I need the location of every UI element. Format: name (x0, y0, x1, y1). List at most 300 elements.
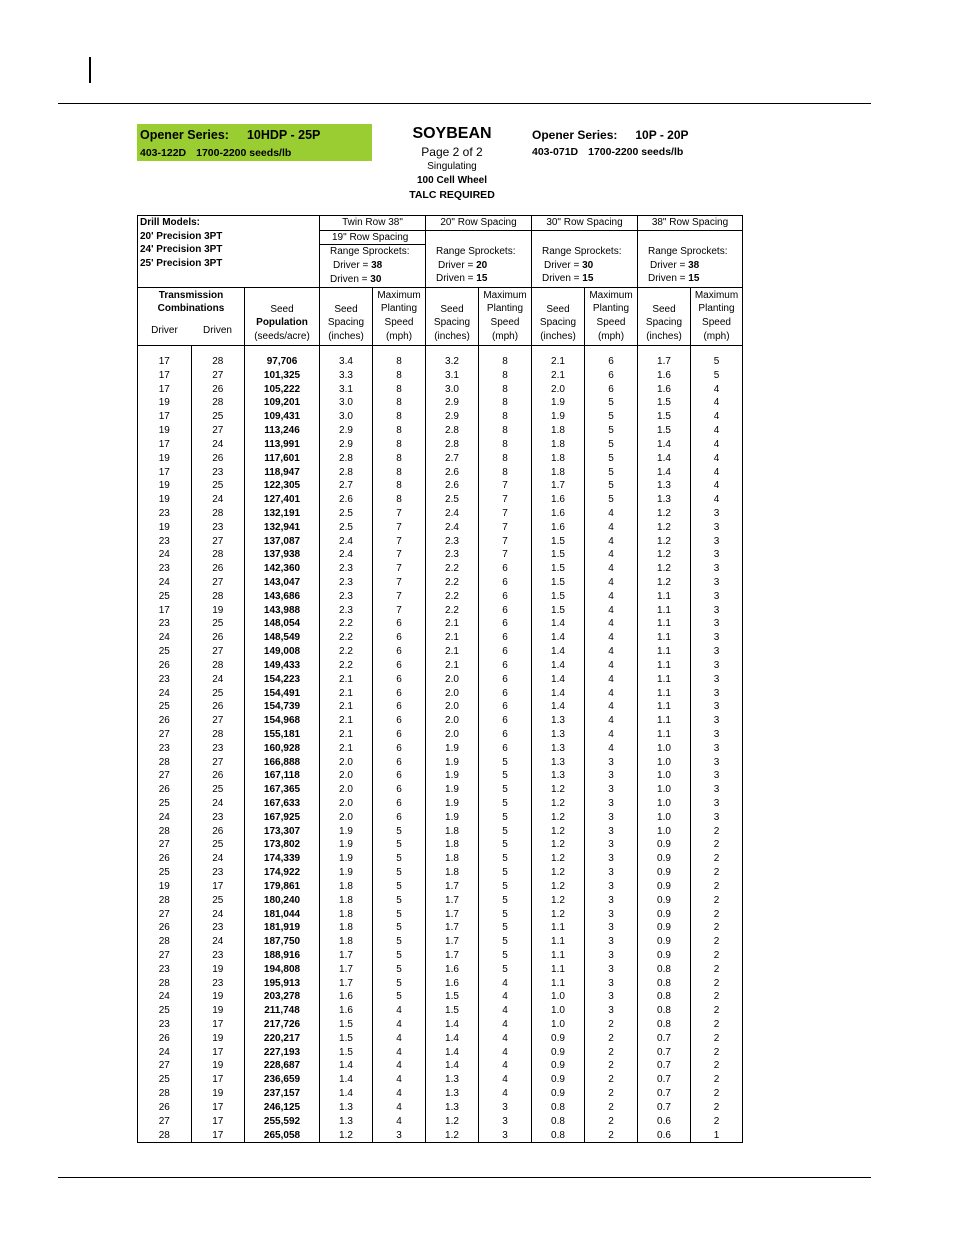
table-cell: 1.5 (638, 396, 691, 410)
table-cell: 4 (373, 1018, 426, 1032)
table-cell: 5 (373, 935, 426, 949)
right-opener-box (532, 128, 689, 158)
header-line: Planting (486, 303, 524, 315)
table-cell: 3 (691, 673, 743, 687)
table-cell: 2.8 (320, 466, 373, 480)
table-cell: 1.2 (320, 1129, 373, 1143)
table-cell: 8 (479, 383, 532, 397)
table-cell: 1.9 (426, 756, 479, 770)
left-opener-label: Opener Series: (140, 128, 229, 142)
table-cell: 1.5 (532, 576, 585, 590)
table-cell: 23 (138, 963, 192, 977)
table-cell: 1.4 (532, 700, 585, 714)
table-cell: 17 (191, 1073, 245, 1087)
table-cell: 24 (138, 1046, 192, 1060)
table-row (138, 700, 743, 714)
seed-population-cell: 109,431 (245, 410, 320, 424)
table-row (138, 424, 743, 438)
sprocket-label: Range Sprockets: (542, 245, 622, 257)
table-cell: 5 (479, 852, 532, 866)
table-cell: 2.8 (426, 424, 479, 438)
table-cell: 4 (585, 617, 638, 631)
sprockets-30 (532, 245, 638, 287)
table-cell: 2.7 (320, 479, 373, 493)
table-cell: 3 (691, 617, 743, 631)
table-cell: 19 (191, 1059, 245, 1073)
table-cell: 2.9 (426, 396, 479, 410)
crop-title: SOYBEAN (412, 125, 492, 142)
table-cell: 4 (479, 1073, 532, 1087)
table-cell: 19 (191, 1004, 245, 1018)
table-cell: 5 (373, 838, 426, 852)
table-cell: 1.3 (320, 1101, 373, 1115)
table-cell: 1.0 (638, 769, 691, 783)
table-cell: 1.3 (532, 756, 585, 770)
table-cell: 1.2 (532, 880, 585, 894)
seed-population-cell: 228,687 (245, 1059, 320, 1073)
driven-column-header: Driven (203, 324, 232, 336)
table-cell: 0.6 (638, 1115, 691, 1129)
table-cell: 3.1 (426, 369, 479, 383)
table-cell: 6 (373, 673, 426, 687)
drill-model: 25' Precision 3PT (140, 258, 223, 270)
table-cell: 27 (191, 645, 245, 659)
table-cell: 27 (138, 908, 192, 922)
header-line: Planting (698, 303, 735, 315)
table-cell: 4 (585, 521, 638, 535)
table-cell: 4 (479, 1046, 532, 1060)
seed-population-cell: 265,058 (245, 1129, 320, 1143)
table-cell: 27 (191, 424, 245, 438)
table-cell: 27 (138, 769, 192, 783)
header-line: Planting (380, 303, 418, 315)
table-cell: 1.4 (426, 1059, 479, 1073)
transmission-label: Transmission (158, 289, 224, 301)
table-cell: 26 (191, 383, 245, 397)
table-cell: 8 (479, 355, 532, 369)
table-cell: 17 (138, 383, 192, 397)
table-cell: 6 (585, 355, 638, 369)
table-cell: 0.8 (532, 1101, 585, 1115)
table-cell: 3 (691, 507, 743, 521)
table-cell: 2.4 (320, 548, 373, 562)
seed-population-cell: 167,118 (245, 769, 320, 783)
table-cell: 0.7 (638, 1073, 691, 1087)
table-cell: 28 (191, 507, 245, 521)
table-cell: 4 (585, 687, 638, 701)
table-row (138, 645, 743, 659)
table-row (138, 728, 743, 742)
table-cell: 4 (479, 977, 532, 991)
table-cell: 7 (373, 535, 426, 549)
table-cell: 4 (585, 728, 638, 742)
table-cell: 23 (191, 949, 245, 963)
table-cell: 2.1 (320, 700, 373, 714)
table-cell: 2 (691, 894, 743, 908)
table-cell: 1.8 (426, 866, 479, 880)
table-cell: 0.9 (638, 866, 691, 880)
table-cell: 3 (691, 604, 743, 618)
table-cell: 1.2 (532, 797, 585, 811)
table-cell: 5 (373, 977, 426, 991)
table-cell: 0.7 (638, 1032, 691, 1046)
table-cell: 2 (691, 1059, 743, 1073)
table-cell: 2.1 (532, 369, 585, 383)
table-cell: 4 (691, 396, 743, 410)
table-cell: 5 (373, 949, 426, 963)
table-cell: 2 (691, 880, 743, 894)
table-cell: 27 (138, 838, 192, 852)
table-cell: 6 (479, 631, 532, 645)
seed-population-cell: 187,750 (245, 935, 320, 949)
table-row (138, 963, 743, 977)
seed-population-cell: 181,919 (245, 921, 320, 935)
table-cell: 3 (691, 728, 743, 742)
table-cell: 5 (479, 866, 532, 880)
table-cell: 6 (479, 576, 532, 590)
table-cell: 1.5 (426, 1004, 479, 1018)
table-cell: 1.4 (426, 1018, 479, 1032)
table-cell: 2.9 (426, 410, 479, 424)
table-cell: 3 (691, 797, 743, 811)
table-cell: 1.5 (532, 590, 585, 604)
table-cell: 23 (138, 1018, 192, 1032)
table-cell: 1.2 (532, 783, 585, 797)
seed-population-cell: 211,748 (245, 1004, 320, 1018)
table-cell: 24 (191, 797, 245, 811)
header-line: (seeds/acre) (254, 330, 310, 342)
table-cell: 0.7 (638, 1046, 691, 1060)
table-cell: 2.1 (426, 659, 479, 673)
table-cell: 3 (585, 908, 638, 922)
table-cell: 2.9 (320, 424, 373, 438)
table-cell: 1.0 (638, 756, 691, 770)
driver-value: 38 (688, 259, 700, 271)
table-row (138, 1087, 743, 1101)
table-cell: 28 (191, 728, 245, 742)
table-cell: 4 (585, 714, 638, 728)
seed-population-cell: 127,401 (245, 493, 320, 507)
seed-population-cell: 109,201 (245, 396, 320, 410)
table-cell: 6 (373, 769, 426, 783)
driver-label: Driver = (650, 259, 686, 271)
seed-population-cell: 154,491 (245, 687, 320, 701)
table-row (138, 1073, 743, 1087)
table-cell: 1.7 (426, 935, 479, 949)
header-line: Speed (490, 316, 520, 328)
table-cell: 1 (691, 1129, 743, 1143)
table-row (138, 452, 743, 466)
table-cell: 26 (138, 921, 192, 935)
table-cell: 24 (191, 673, 245, 687)
table-cell: 5 (585, 424, 638, 438)
seed-population-cell: 143,047 (245, 576, 320, 590)
table-cell: 2.0 (532, 383, 585, 397)
seed-spacing-header (320, 287, 373, 345)
table-cell: 4 (373, 1073, 426, 1087)
table-cell: 0.9 (638, 949, 691, 963)
table-cell: 1.4 (532, 645, 585, 659)
table-cell: 26 (138, 783, 192, 797)
drill-models-cell (138, 216, 320, 288)
table-cell: 1.1 (638, 714, 691, 728)
spacing-name-20: 20" Row Spacing (426, 216, 532, 231)
table-row (138, 396, 743, 410)
driven-value: 15 (582, 273, 594, 285)
table-cell: 2.3 (320, 576, 373, 590)
table-cell: 2.3 (426, 548, 479, 562)
table-cell: 23 (191, 866, 245, 880)
table-cell: 3 (691, 590, 743, 604)
seed-population-cell: 167,925 (245, 811, 320, 825)
table-cell: 3 (691, 521, 743, 535)
driver-label: Driver = (333, 260, 369, 272)
seed-population-cell: 255,592 (245, 1115, 320, 1129)
table-cell: 3.0 (320, 410, 373, 424)
table-cell: 1.7 (426, 949, 479, 963)
table-cell: 1.2 (532, 838, 585, 852)
table-cell: 17 (191, 1101, 245, 1115)
table-cell: 3 (585, 894, 638, 908)
table-cell: 1.3 (426, 1073, 479, 1087)
table-cell: 1.0 (638, 825, 691, 839)
table-row (138, 769, 743, 783)
seed-population-cell: 122,305 (245, 479, 320, 493)
table-cell: 1.6 (532, 493, 585, 507)
table-cell: 2.3 (426, 535, 479, 549)
table-cell: 1.8 (532, 424, 585, 438)
table-cell: 19 (138, 479, 192, 493)
table-cell: 23 (138, 673, 192, 687)
table-cell: 3 (691, 700, 743, 714)
table-cell: 0.9 (638, 880, 691, 894)
spacing-name-30: 30" Row Spacing (532, 216, 638, 231)
table-cell: 1.3 (532, 742, 585, 756)
header-line: (mph) (491, 330, 519, 342)
header-line: Seed (652, 303, 676, 315)
table-cell: 3 (585, 1004, 638, 1018)
table-cell: 6 (373, 742, 426, 756)
table-cell: 3 (691, 576, 743, 590)
table-cell: 1.5 (426, 990, 479, 1004)
table-cell: 1.0 (532, 1018, 585, 1032)
table-cell: 1.9 (426, 769, 479, 783)
spacing-name-twin: Twin Row 38" (320, 216, 426, 231)
table-cell: 4 (585, 590, 638, 604)
table-cell: 1.8 (320, 894, 373, 908)
table-cell: 1.2 (638, 576, 691, 590)
table-cell: 24 (191, 493, 245, 507)
header-line: (inches) (646, 330, 682, 342)
table-cell: 8 (373, 452, 426, 466)
table-cell: 2 (585, 1101, 638, 1115)
table-cell: 27 (191, 369, 245, 383)
table-cell: 1.9 (320, 866, 373, 880)
spacer-row (138, 345, 743, 355)
table-cell: 2.1 (320, 742, 373, 756)
table-cell: 8 (479, 396, 532, 410)
table-cell: 4 (691, 493, 743, 507)
table-cell: 19 (191, 1087, 245, 1101)
table-row (138, 977, 743, 991)
table-cell: 2.1 (426, 617, 479, 631)
table-cell: 5 (479, 949, 532, 963)
table-cell: 2 (585, 1059, 638, 1073)
table-cell: 1.3 (532, 728, 585, 742)
table-cell: 25 (138, 797, 192, 811)
table-cell: 1.9 (320, 838, 373, 852)
table-cell: 17 (191, 1046, 245, 1060)
table-cell: 8 (373, 438, 426, 452)
table-row (138, 548, 743, 562)
table-cell: 2.3 (320, 590, 373, 604)
table-row (138, 797, 743, 811)
seed-population-cell: 143,686 (245, 590, 320, 604)
table-cell: 5 (479, 880, 532, 894)
table-cell: 1.8 (532, 452, 585, 466)
table-cell: 0.7 (638, 1059, 691, 1073)
table-cell: 19 (191, 1032, 245, 1046)
table-cell: 3.0 (320, 396, 373, 410)
table-cell: 19 (138, 452, 192, 466)
table-cell: 4 (585, 507, 638, 521)
table-cell: 7 (479, 479, 532, 493)
table-cell: 27 (138, 1059, 192, 1073)
table-cell: 6 (373, 811, 426, 825)
table-cell: 1.6 (426, 977, 479, 991)
table-cell: 1.8 (426, 852, 479, 866)
table-row (138, 383, 743, 397)
table-row (138, 659, 743, 673)
table-cell: 5 (479, 769, 532, 783)
table-cell: 4 (373, 1101, 426, 1115)
header-line: (inches) (328, 330, 364, 342)
table-cell: 1.4 (532, 659, 585, 673)
seed-population-cell: 117,601 (245, 452, 320, 466)
table-cell: 28 (138, 1129, 192, 1143)
table-row (138, 714, 743, 728)
table-cell: 3 (691, 535, 743, 549)
table-cell: 2.4 (320, 535, 373, 549)
table-cell: 1.9 (532, 410, 585, 424)
table-cell: 2.1 (532, 355, 585, 369)
table-cell: 1.0 (532, 990, 585, 1004)
table-cell: 1.8 (532, 438, 585, 452)
table-cell: 23 (191, 977, 245, 991)
table-cell: 1.2 (638, 507, 691, 521)
driver-value: 30 (582, 259, 594, 271)
table-cell: 4 (585, 548, 638, 562)
seed-spacing-header (532, 287, 585, 345)
table-cell: 26 (138, 714, 192, 728)
table-cell: 26 (191, 452, 245, 466)
header-line: Seed (270, 303, 294, 315)
sprockets-20 (426, 245, 532, 287)
table-cell: 4 (691, 424, 743, 438)
table-cell: 5 (479, 963, 532, 977)
seed-population-cell: 148,054 (245, 617, 320, 631)
table-cell: 1.2 (532, 825, 585, 839)
seed-population-cell: 137,087 (245, 535, 320, 549)
table-cell: 23 (191, 742, 245, 756)
table-cell: 8 (479, 452, 532, 466)
table-cell: 1.8 (320, 935, 373, 949)
header-line: (inches) (540, 330, 576, 342)
seed-population-cell: 227,193 (245, 1046, 320, 1060)
header-line: Seed (546, 303, 570, 315)
transmission-header (138, 287, 245, 345)
table-cell: 25 (138, 700, 192, 714)
table-cell: 4 (373, 1059, 426, 1073)
table-row (138, 562, 743, 576)
table-cell: 5 (479, 908, 532, 922)
table-cell: 6 (479, 645, 532, 659)
title-line3: TALC REQUIRED (409, 189, 495, 201)
sprockets-38 (638, 245, 743, 287)
table-cell: 1.8 (320, 880, 373, 894)
table-cell: 0.9 (638, 935, 691, 949)
header-line: Spacing (327, 317, 365, 329)
table-cell: 28 (138, 935, 192, 949)
table-row (138, 1129, 743, 1143)
table-cell: 24 (138, 687, 192, 701)
table-cell: 5 (585, 466, 638, 480)
table-cell: 4 (585, 742, 638, 756)
table-cell: 3.4 (320, 355, 373, 369)
table-cell: 1.9 (426, 811, 479, 825)
table-cell: 6 (479, 687, 532, 701)
table-cell: 3 (691, 783, 743, 797)
table-cell: 5 (479, 811, 532, 825)
table-cell: 28 (138, 756, 192, 770)
seed-population-cell: 154,968 (245, 714, 320, 728)
table-cell: 6 (479, 714, 532, 728)
table-cell: 1.4 (320, 1073, 373, 1087)
table-cell: 0.9 (638, 908, 691, 922)
table-cell: 0.6 (638, 1129, 691, 1143)
table-cell: 5 (585, 438, 638, 452)
driver-label: Driver = (438, 259, 474, 271)
table-cell: 4 (585, 645, 638, 659)
table-cell: 23 (191, 921, 245, 935)
table-cell: 2.5 (320, 521, 373, 535)
table-cell: 2.2 (426, 604, 479, 618)
table-cell: 6 (479, 617, 532, 631)
table-cell: 4 (373, 1032, 426, 1046)
table-row (138, 617, 743, 631)
table-cell: 4 (585, 659, 638, 673)
table-cell: 28 (191, 355, 245, 369)
table-cell: 1.4 (638, 452, 691, 466)
table-cell: 2.8 (320, 452, 373, 466)
table-cell: 0.8 (638, 1018, 691, 1032)
table-row (138, 852, 743, 866)
left-opener-value: 10HDP - 25P (246, 128, 321, 142)
table-cell: 1.2 (532, 894, 585, 908)
table-cell: 1.9 (320, 852, 373, 866)
table-cell: 2.2 (426, 590, 479, 604)
table-cell: 0.8 (638, 1004, 691, 1018)
table-cell: 19 (138, 424, 192, 438)
table-cell: 6 (373, 617, 426, 631)
table-cell: 23 (138, 742, 192, 756)
table-cell: 8 (373, 479, 426, 493)
table-cell: 1.3 (532, 714, 585, 728)
table-cell: 3 (691, 687, 743, 701)
table-cell: 1.2 (532, 852, 585, 866)
table-cell: 4 (691, 410, 743, 424)
table-cell: 17 (138, 355, 192, 369)
